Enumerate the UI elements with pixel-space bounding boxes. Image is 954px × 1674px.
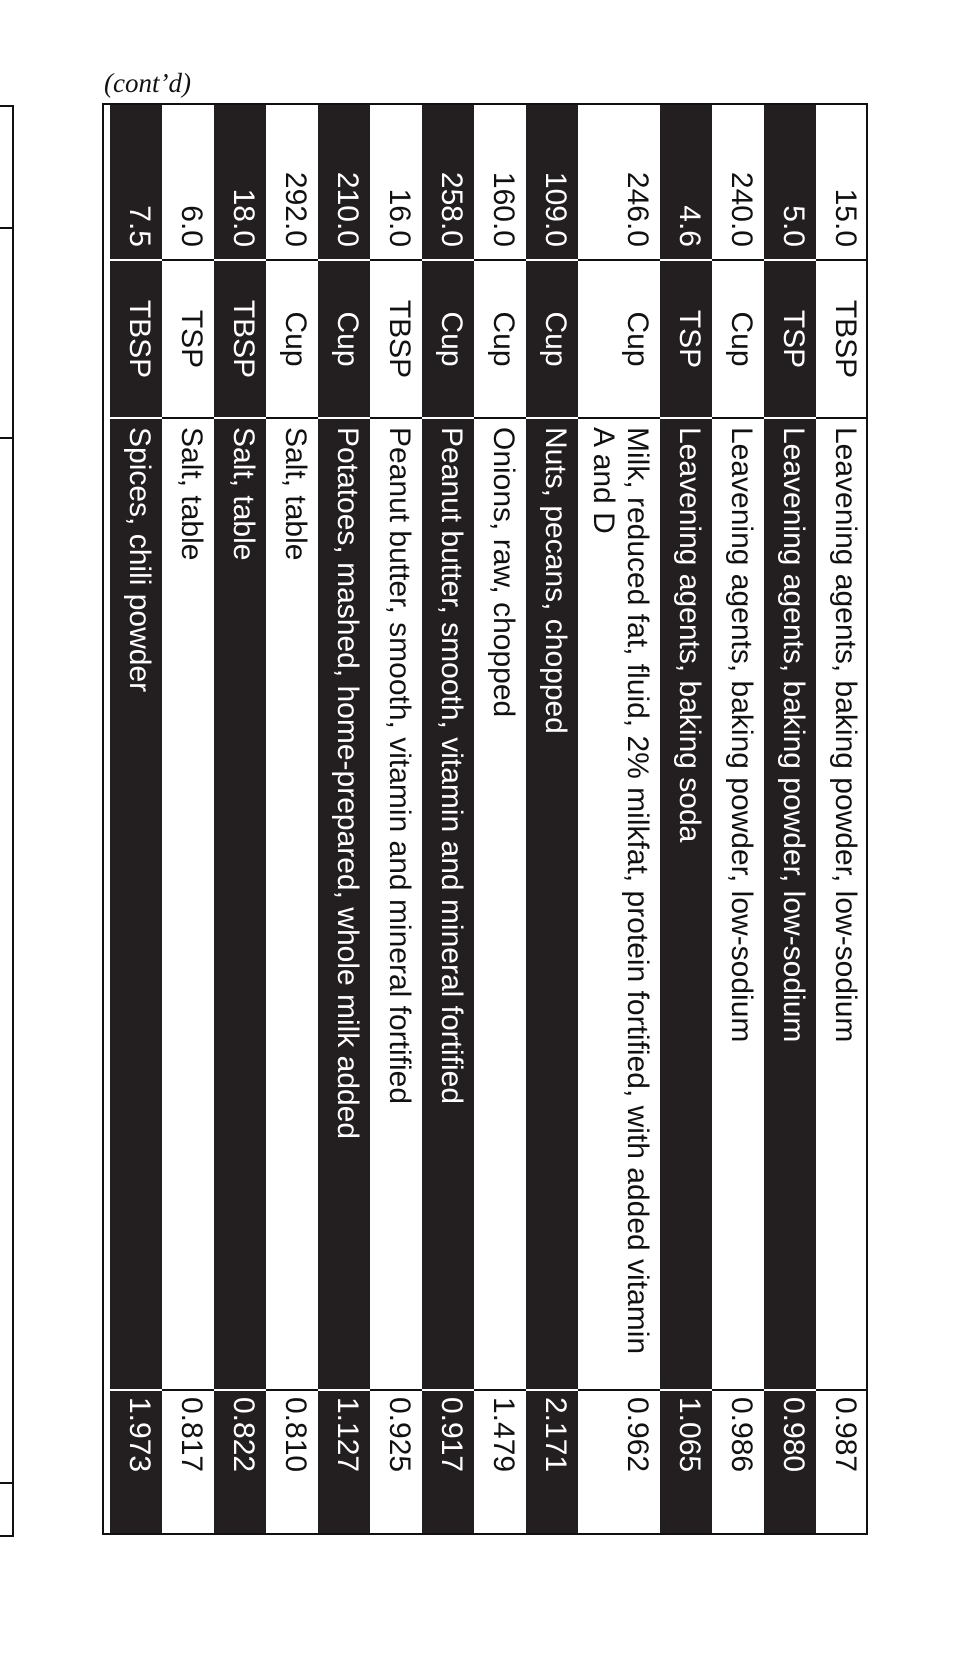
unit-cell: TBSP [816, 261, 868, 419]
unit-cell: TBSP [370, 261, 422, 419]
table-row [764, 105, 816, 1535]
gram-weight-cell: 109.0 [526, 105, 578, 261]
food-description-cell: Milk, reduced fat, fluid, 2% milkfat, protein fortified, with added vitamin A and D [587, 427, 654, 1355]
gram-weight-cell: 210.0 [318, 105, 370, 261]
ratio-cell: 0.962 [578, 1389, 660, 1535]
unit-cell: Cup [712, 261, 764, 419]
table-row [422, 105, 474, 1535]
unit-cell: Cup [526, 261, 578, 419]
food-description-cell: Leavening agents, baking powder, low-sodium [725, 427, 758, 1043]
table-row [370, 105, 422, 1535]
table-row [816, 105, 868, 1535]
food-description-cell: Onions, raw, chopped [487, 427, 520, 718]
table-row [526, 105, 578, 1535]
unit-cell: TSP [162, 261, 214, 419]
table-row [266, 105, 318, 1535]
unit-cell: TBSP [110, 261, 162, 419]
table-row [162, 105, 214, 1535]
unit-cell: Cup [578, 261, 660, 419]
table-body [104, 105, 868, 1535]
gram-weight-cell: 5.0 [764, 105, 816, 261]
unit-cell: Cup [318, 261, 370, 419]
gram-weight-cell: 246.0 [578, 105, 660, 261]
food-description-cell: Nuts, pecans, chopped [539, 427, 572, 734]
table-caption: (cont’d) [104, 68, 191, 98]
ratio-cell: 0.980 [764, 1389, 816, 1535]
ratio-cell: 0.987 [816, 1389, 868, 1535]
gram-weight-cell: 7.5 [110, 105, 162, 261]
ratio-cell: 0.817 [162, 1389, 214, 1535]
table-row [712, 105, 764, 1535]
conversion-table [102, 103, 868, 1535]
unit-cell: TSP [764, 261, 816, 419]
adjacent-table-edge [0, 105, 14, 1537]
food-description-cell: Potatoes, mashed, home-prepared, whole milk added [331, 427, 364, 1140]
gram-weight-cell: 292.0 [266, 105, 318, 261]
adjacent-table-rule [0, 227, 12, 229]
unit-cell: Cup [422, 261, 474, 419]
table-row [110, 105, 162, 1535]
food-description-cell: Salt, table [279, 427, 312, 561]
gram-weight-cell: 240.0 [712, 105, 764, 261]
table-row [214, 105, 266, 1535]
gram-weight-cell: 160.0 [474, 105, 526, 261]
gram-weight-cell: 18.0 [214, 105, 266, 261]
gram-weight-cell: 6.0 [162, 105, 214, 261]
food-description-cell: Peanut butter, smooth, vitamin and mineral fortified [435, 427, 468, 1105]
ratio-cell: 0.810 [266, 1389, 318, 1535]
food-description-cell: Spices, chili powder [123, 427, 156, 693]
unit-cell: Cup [266, 261, 318, 419]
food-description-cell: Leavening agents, baking powder, low-sodium [829, 427, 862, 1043]
ratio-cell: 0.925 [370, 1389, 422, 1535]
gram-weight-cell: 258.0 [422, 105, 474, 261]
ratio-cell: 1.065 [660, 1389, 712, 1535]
ratio-cell: 1.973 [110, 1389, 162, 1535]
ratio-cell: 0.917 [422, 1389, 474, 1535]
ratio-cell: 1.127 [318, 1389, 370, 1535]
ratio-cell: 1.479 [474, 1389, 526, 1535]
food-description-cell: Salt, table [175, 427, 208, 561]
table-row [474, 105, 526, 1535]
table-row [318, 105, 370, 1535]
ratio-cell: 0.822 [214, 1389, 266, 1535]
food-description-cell: Salt, table [227, 427, 260, 561]
table-row [578, 105, 660, 1535]
ratio-cell: 2.171 [526, 1389, 578, 1535]
table-row [660, 105, 712, 1535]
food-description-cell: Leavening agents, baking soda [673, 427, 706, 843]
adjacent-table-rule [0, 437, 12, 439]
adjacent-table-rule [0, 1482, 12, 1484]
gram-weight-cell: 16.0 [370, 105, 422, 261]
food-description-cell: Leavening agents, baking powder, low-sodium [777, 427, 810, 1043]
ratio-cell: 0.986 [712, 1389, 764, 1535]
unit-cell: Cup [474, 261, 526, 419]
gram-weight-cell: 15.0 [816, 105, 868, 261]
unit-cell: TSP [660, 261, 712, 419]
gram-weight-cell: 4.6 [660, 105, 712, 261]
unit-cell: TBSP [214, 261, 266, 419]
food-description-cell: Peanut butter, smooth, vitamin and mineral fortified [383, 427, 416, 1105]
